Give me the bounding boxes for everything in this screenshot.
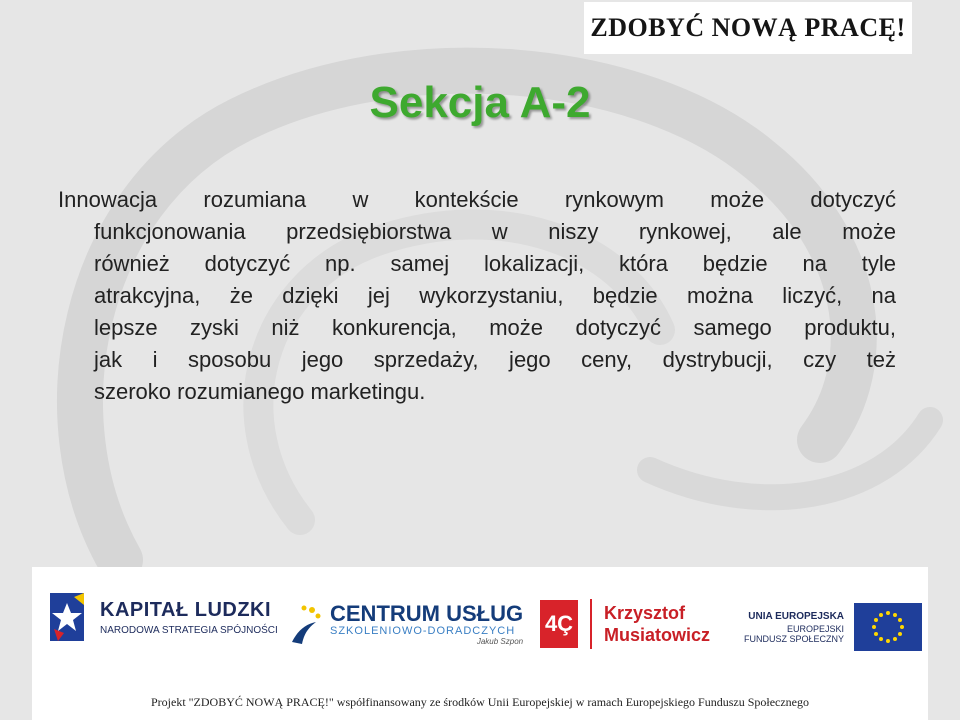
slide-body-text [58, 184, 896, 408]
km-name-line1: Krzysztof [604, 603, 686, 623]
centrum-uslug-logo [290, 603, 523, 646]
project-logo-text: ZDOBYĆ NOWĄ PRACĘ! [590, 13, 906, 42]
project-logo [584, 2, 912, 54]
body-line: Innowacja rozumiana w kontekście rynkowym może dotyczyć [58, 187, 896, 212]
eu-flag-icon [854, 603, 922, 651]
footer-logos-panel [32, 567, 928, 720]
kapital-ludzki-name: KAPITAŁ LUDZKI [100, 598, 272, 621]
unia-europejska-logo [744, 603, 922, 651]
body-line: lepsze zyski niż konkurencja, może dotyczyć samego produktu, [94, 315, 896, 340]
project-funding-note: Projekt "ZDOBYĆ NOWĄ PRACĘ!" współfinansowany ze środków Unii Europejskiej w ramach Europejskiego Funduszu Społecznego [150, 695, 810, 709]
kapital-ludzki-star-icon [44, 589, 90, 645]
centrum-uslug-name: CENTRUM USŁUG [330, 601, 524, 626]
body-line: również dotyczyć np. samej lokalizacji, która będzie na tyle [94, 251, 896, 276]
body-line: atrakcyjna, że dzięki jej wykorzystaniu, będzie można liczyć, na [94, 283, 896, 308]
centrum-uslug-owner: Jakub Szpon [476, 637, 524, 646]
ue-title: UNIA EUROPEJSKA [748, 610, 845, 622]
centrum-uslug-figure-icon [290, 604, 322, 646]
ue-fund-line1: EUROPEJSKI [787, 623, 845, 634]
krzysztof-musiatowicz-mark: 4Ç [540, 600, 578, 648]
body-line: jak i sposobu jego sprzedaży, jego ceny, dystrybucji, czy też [94, 347, 896, 372]
body-line: szeroko rozumianego marketingu. [94, 379, 426, 404]
logo-separator [590, 599, 592, 649]
slide-title: Sekcja A-2 [369, 78, 591, 127]
centrum-uslug-subtitle: SZKOLENIOWO-DORADCZYCH [330, 625, 516, 637]
km-name-line2: Musiatowicz [604, 625, 711, 645]
kapital-ludzki-logo [44, 589, 278, 645]
krzysztof-musiatowicz-logo [540, 599, 710, 649]
body-line: funkcjonowania przedsiębiorstwa w niszy rynkowej, ale może [94, 219, 896, 244]
ue-fund-line2: FUNDUSZ SPOŁECZNY [744, 633, 845, 644]
kapital-ludzki-subtitle: NARODOWA STRATEGIA SPÓJNOŚCI [100, 624, 278, 636]
